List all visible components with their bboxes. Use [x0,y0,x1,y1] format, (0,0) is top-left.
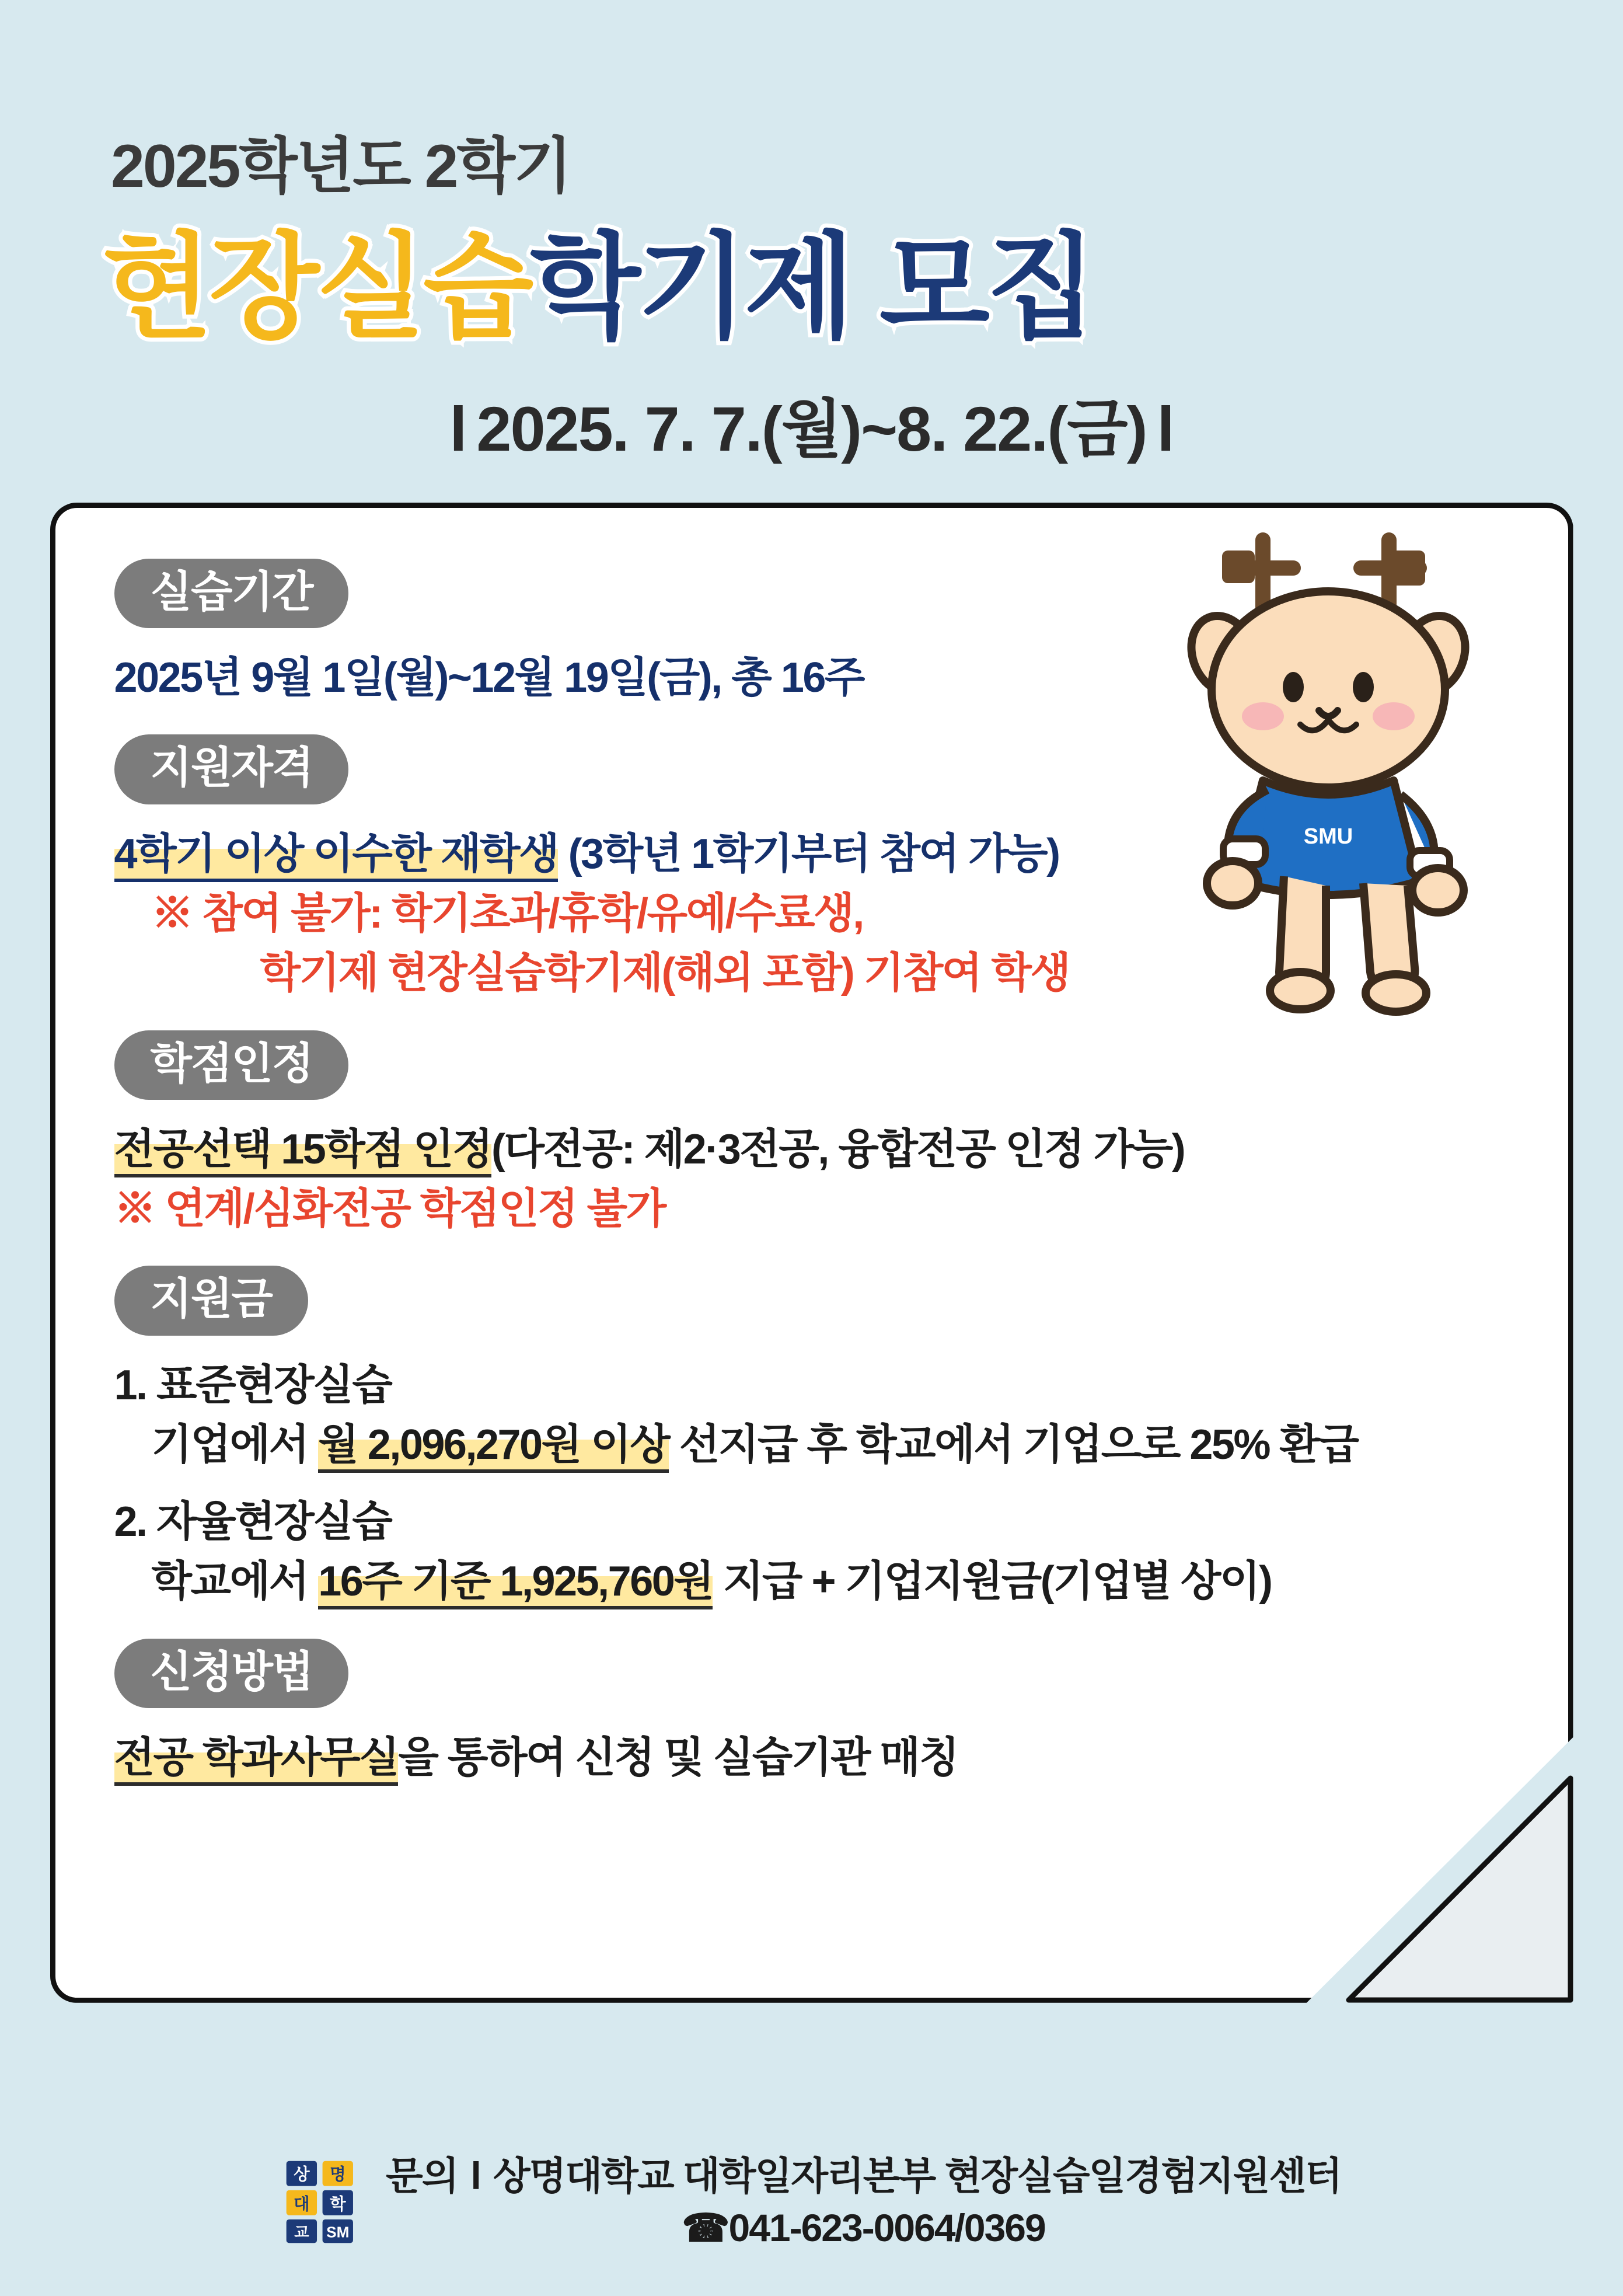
header-date-range [0,378,1623,469]
section-apply-line-1 [114,1728,1509,1788]
credits-line-1-rest: (다전공: 제2·3전공, 융합전공 인정 가능) [491,1126,1185,1173]
svg-text:교: 교 [294,2223,309,2241]
section-funding-pill: 지원금 [114,1266,308,1335]
mascot-shirt-text: SMU [1303,824,1353,849]
section-credits-line-2: ※ 연계/심화전공 학점인정 불가 [114,1186,665,1233]
info-card-content [50,503,1573,2003]
section-period-line-1: 2025년 9월 1일(월)~12월 19일(금), 총 16주 [114,654,864,702]
footer-phone: ☎041-623-0064/0369 [682,2206,1045,2249]
title-part-2: 학기제 모집 [530,224,1094,351]
poster-footer [0,2150,1623,2254]
section-eligibility-pill: 지원자격 [114,734,349,804]
date-bar-right-icon: l [1157,393,1174,464]
section-credits-pill: 학점인정 [114,1030,349,1100]
title-part-1: 현장실습 [102,224,530,351]
credits-highlight: 전공선택 15학점 인정 [114,1126,492,1177]
info-card-wrapper [50,503,1573,2003]
svg-text:상: 상 [294,2165,310,2184]
svg-text:학: 학 [329,2195,346,2214]
section-eligibility-line-3: 학기제 현장실습학기제(해외 포함) 기참여 학생 [260,950,1070,997]
funding-item-1-pre: 기업에서 [151,1422,319,1468]
funding-item-2-post: 지급 + 기업지원금(기업별 상이) [713,1558,1272,1605]
section-period-pill: 실습기간 [114,559,349,628]
date-bar-left-icon: l [449,393,466,464]
svg-text:대: 대 [294,2195,310,2214]
funding-item-2-highlight: 16주 기준 1,925,760원 [318,1558,713,1609]
section-credits-line-1 [114,1120,1509,1179]
section-apply-pill: 신청방법 [114,1639,349,1708]
eligibility-highlight: 4학기 이상 이수한 재학생 [114,831,559,882]
funding-item-1-detail [114,1415,1509,1475]
header-kicker: 2025학년도 2학기 [111,133,571,200]
section-apply [114,1639,1509,1788]
page-title [102,224,1623,351]
section-funding [114,1266,1509,1611]
date-range-text: 2025. 7. 7.(월)~8. 22.(금) [476,393,1147,464]
funding-item-1-highlight: 월 2,096,270원 이상 [318,1422,669,1473]
funding-item-2-pre: 학교에서 [151,1558,319,1605]
section-credits [114,1030,1509,1239]
apply-highlight: 전공 학과사무실 [114,1734,399,1786]
apply-line-1-rest: 을 통하여 신청 및 실습기관 매칭 [398,1734,958,1782]
funding-item-2-title: 2. 자율현장실습 [114,1499,392,1546]
svg-text:SM: SM [326,2223,350,2241]
footer-contact-line-1 [386,2150,1341,2202]
footer-separator: l [470,2154,480,2197]
sangmyung-university-logo-icon [282,2158,359,2246]
funding-item-1-title: 1. 표준현장실습 [114,1361,392,1409]
svg-text:명: 명 [329,2165,346,2184]
footer-org: 상명대학교 대학일자리본부 현장실습일경험지원센터 [493,2154,1341,2197]
deer-mascot-icon [1156,526,1517,1040]
footer-contact [386,2150,1341,2254]
footer-label: 문의 [386,2154,458,2197]
poster-header [0,0,1623,469]
section-eligibility-line-2: ※ 참여 불가: 학기초과/휴학/유예/수료생, [151,890,863,938]
eligibility-line-1-rest: (3학년 1학기부터 참여 가능) [558,830,1059,877]
funding-item-2-detail [114,1552,1509,1611]
funding-item-1-post: 선지급 후 학교에서 기업으로 25% 환급 [669,1422,1358,1468]
